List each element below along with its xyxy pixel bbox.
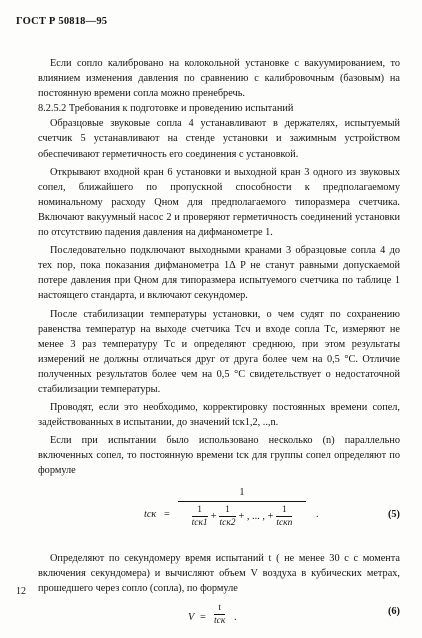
paragraph-1: Если сопло калибровано на колокольной установке с вакуумированием, то влиянием изменения давления по сравнению с калибровочным (базовым) на постоянную времени сопла можно пренебречь. bbox=[38, 58, 400, 100]
page-number: 12 bbox=[16, 586, 26, 597]
formula-5-lhs: tск bbox=[144, 508, 157, 520]
paragraph-2: Образцовые звуковые сопла 4 устанавливают в держателях, испытуемый счетчик 5 устанавливают на стенде установки и зажимным устройством обеспечивают герметичность его соединения с установкой. bbox=[38, 118, 400, 160]
term-n: 1 tскn bbox=[276, 504, 293, 528]
fraction-bar bbox=[178, 501, 306, 502]
paragraph-4: Последовательно подключают выходными кранами 3 образцовые сопла 4 до тех пор, пока показания дифманометра 1Δ P не станут равными допускаемой потере давления при Qном для типоразмера испытуемого счетчика по таблице 1 настоящего стандарта, и включают секундомер. bbox=[38, 245, 400, 302]
formula-5-equals: = bbox=[164, 508, 170, 520]
formula-6-lhs: V bbox=[188, 611, 195, 623]
formula-5-numerator: 1 bbox=[239, 486, 245, 498]
formula-6-fraction: t tск bbox=[214, 602, 226, 626]
paragraph-8: Определяют по секундомеру время испытаний t ( не менее 30 с с момента включения секундомера) и вычисляют объем V воздуха в кубических метрах, прошедшего через сопло (сопла), по формуле bbox=[38, 552, 400, 594]
term-2: 1 tск2 bbox=[219, 504, 236, 528]
formula-5-period: . bbox=[316, 508, 319, 520]
formula-6-number: (6) bbox=[387, 605, 400, 617]
formula-6-period: . bbox=[234, 611, 237, 623]
paragraph-7: Если при испытании было использовано несколько (n) параллельно включенных сопел, то постоянную времени tск для группы сопел определяют по формуле bbox=[38, 435, 400, 477]
ellipsis-sum: + , ... , + bbox=[238, 510, 274, 522]
formula-5-denominator bbox=[178, 504, 306, 529]
formula-5 bbox=[38, 485, 400, 543]
formula-5-fraction bbox=[178, 485, 306, 529]
paragraph-5: После стабилизации температуры установки, о чем судят по сохранению равенства температур на выходе счетчика Tсч и входе сопла Tс, измеряют не менее 3 раз температуру Tс и определяют среднюю, при этом результаты измерений не должны отличаться друг от друга более чем на 0,5 °C. Отличие полученных результатов более чем на 0,5 °C свидетельствует о недостаточной стабилизации температуры. bbox=[38, 308, 400, 395]
formula-5-number: (5) bbox=[387, 508, 400, 520]
document-body bbox=[38, 56, 400, 638]
term-1: 1 tск1 bbox=[191, 504, 208, 528]
page-header-standard: ГОСТ Р 50818—95 bbox=[16, 16, 108, 27]
paragraph-3: Открывают входной кран 6 установки и выходной кран 3 одного из звуковых сопел, ближайшего по пропускной способности к предполагаемому номинальному расходу Qном для предполагаемого типоразмера счетчика. Включают вакуумный насос 2 и проверяют герметичность соединений установки по отсутствию падения давления на дифманометре 1. bbox=[38, 166, 400, 239]
formula-6 bbox=[38, 600, 400, 638]
paragraph-6: Проводят, если это необходимо, корректировку постоянных времени сопел, задействованных в испытании, до значений tск1,2, ..,n. bbox=[38, 402, 400, 429]
plus-sign: + bbox=[210, 510, 217, 522]
formula-6-equals: = bbox=[200, 611, 206, 623]
section-heading: 8.2.5.2 Требования к подготовке и проведению испытаний bbox=[38, 103, 294, 115]
